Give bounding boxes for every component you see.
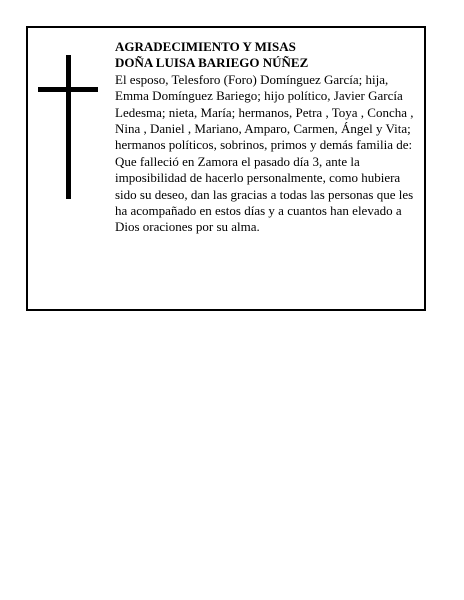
notice-text xyxy=(115,39,421,236)
cross-horizontal-bar xyxy=(38,87,98,92)
family-paragraph: El esposo, Telesforo (Foro) Domínguez García; hija, Emma Domínguez Bariego; hijo político, Javier García Ledesma; nieta, María; hermanos, Petra , Toya , Concha , Nina , Daniel , Mariano, Amparo, Carmen, Ángel y Vita; hermanos políticos, sobrinos, primos y demás familia de: xyxy=(115,71,414,153)
notice-heading-line1: AGRADECIMIENTO Y MISAS xyxy=(115,39,296,54)
obituary-notice-box xyxy=(26,26,426,311)
cross-vertical-bar xyxy=(66,55,71,199)
thanks-paragraph: Que falleció en Zamora el pasado día 3, ante la imposibilidad de hacerlo personalmente, como hubiera sido su deseo, dan las gracias a todas las personas que les ha acompañado en estos días y a cuantos han elevado a Dios oraciones por su alma. xyxy=(115,153,414,235)
notice-heading-line2: DOÑA LUISA BARIEGO NÚÑEZ xyxy=(115,55,309,71)
latin-cross-icon xyxy=(38,55,98,199)
